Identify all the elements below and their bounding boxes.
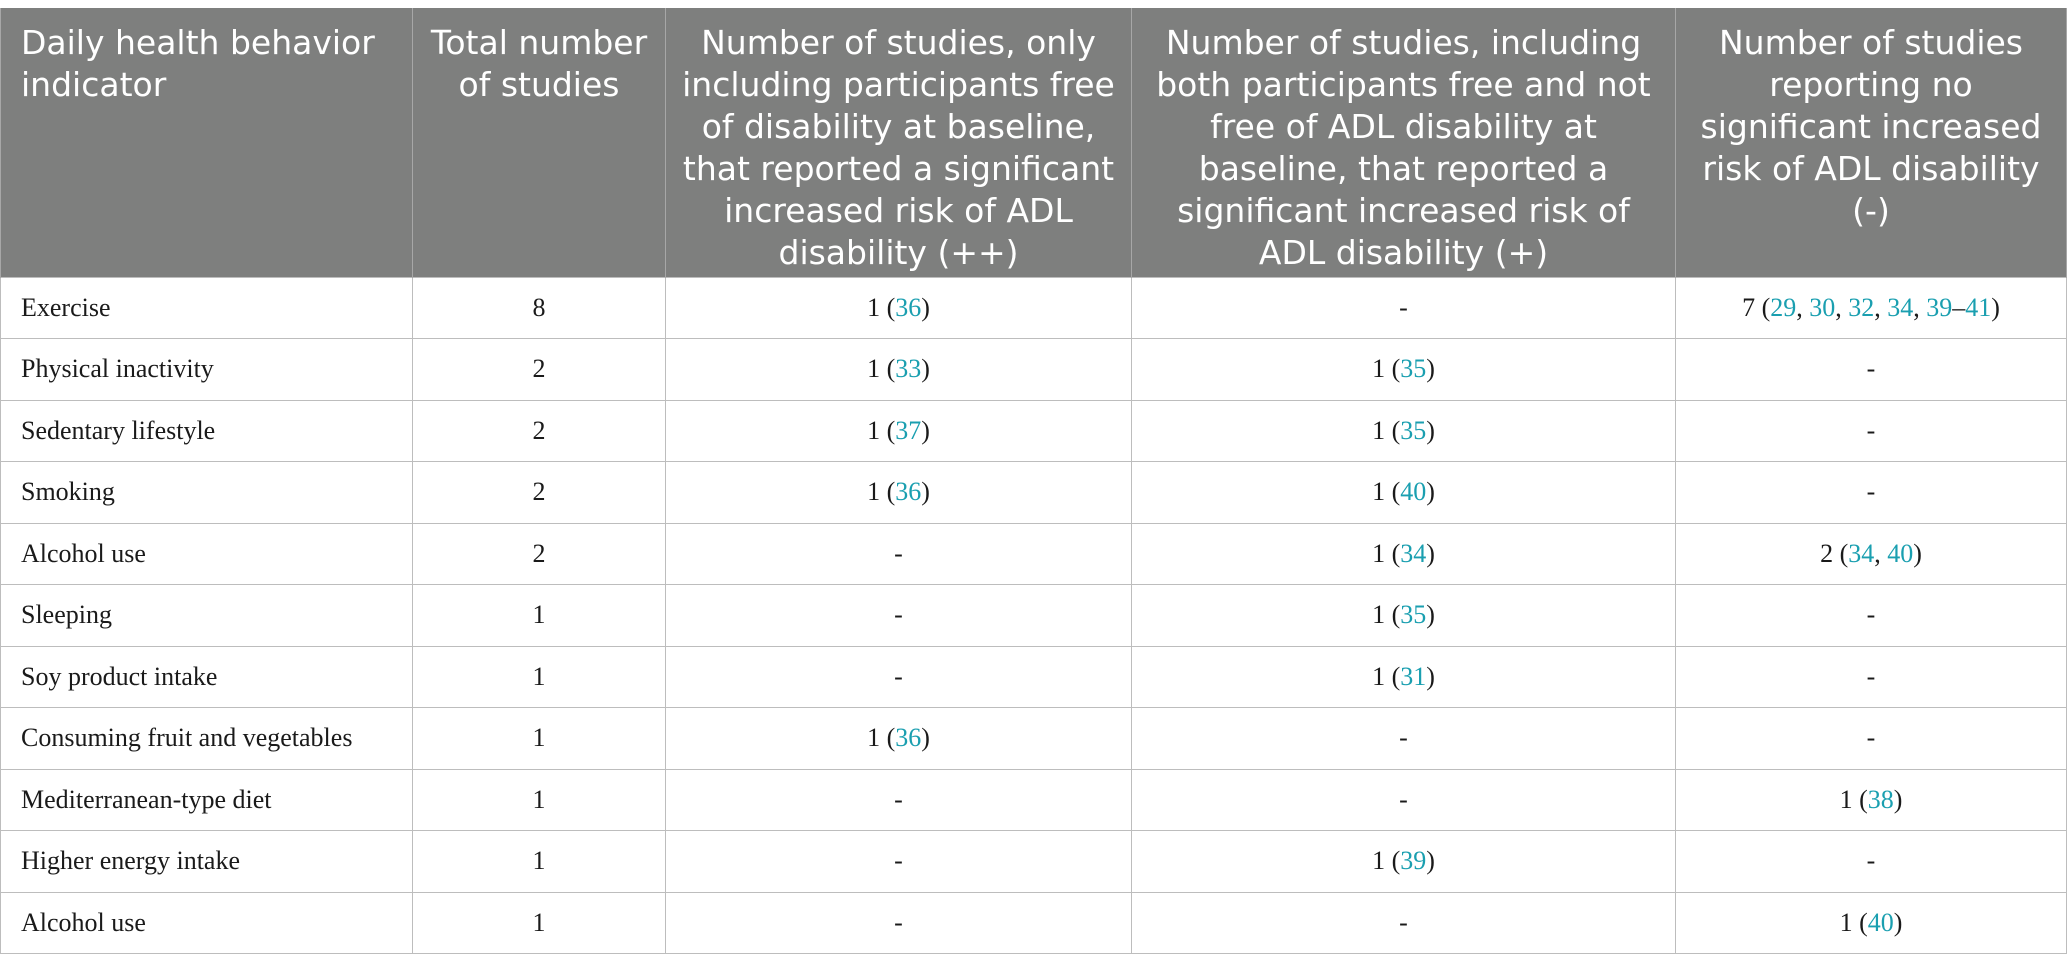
cell-text: - [1866, 477, 1876, 507]
no-significant-risk-cell [1676, 462, 2067, 524]
header-both-participants: Number of studies, including both participants free and not free of ADL disability at baseline, that reported a significant increased risk of ADL disability (+) [1132, 8, 1676, 277]
cell-text: ) [1426, 415, 1435, 445]
cell-text: - [1866, 415, 1876, 445]
both-participants-cell [1132, 769, 1676, 831]
cell-text: - [1399, 907, 1408, 937]
both-participants-cell [1132, 277, 1676, 339]
header-free-of-disability: Number of studies, only including participants free of disability at baseline, that reported a significant increased risk of ADL disability (++) [666, 8, 1132, 277]
header-indicator: Daily health behavior indicator [1, 8, 413, 277]
cell-text: – [1952, 292, 1966, 322]
cell-text: ) [1426, 354, 1435, 384]
total-studies-cell: 1 [413, 831, 666, 893]
total-studies-cell: 1 [413, 585, 666, 647]
both-participants-cell [1132, 462, 1676, 524]
reference-link[interactable]: 34 [1400, 538, 1427, 568]
reference-link[interactable]: 36 [895, 477, 922, 507]
no-significant-risk-cell [1676, 646, 2067, 708]
table-row [1, 708, 2067, 770]
reference-link[interactable]: 38 [1867, 784, 1894, 814]
cell-text: 1 ( [1839, 907, 1868, 937]
cell-text: - [1866, 354, 1876, 384]
reference-link[interactable]: 34 [1887, 292, 1914, 322]
total-studies-cell: 1 [413, 769, 666, 831]
cell-text: - [1866, 600, 1876, 630]
reference-link[interactable]: 39 [1926, 292, 1953, 322]
total-studies-cell: 2 [413, 462, 666, 524]
total-studies-cell: 2 [413, 339, 666, 401]
indicator-cell: Higher energy intake [1, 831, 413, 893]
reference-link[interactable]: 40 [1867, 907, 1894, 937]
free-of-disability-cell [666, 523, 1132, 585]
cell-text: 1 ( [867, 477, 896, 507]
no-significant-risk-cell [1676, 769, 2067, 831]
free-of-disability-cell [666, 339, 1132, 401]
both-participants-cell [1132, 523, 1676, 585]
reference-link[interactable]: 39 [1400, 846, 1427, 876]
cell-text: ) [921, 723, 930, 753]
cell-text: - [1866, 661, 1876, 691]
cell-text: - [894, 907, 903, 937]
both-participants-cell [1132, 585, 1676, 647]
cell-text: ) [921, 415, 930, 445]
table-header [1, 8, 2067, 277]
reference-link[interactable]: 40 [1400, 477, 1427, 507]
total-studies-cell: 8 [413, 277, 666, 339]
table-row [1, 892, 2067, 954]
cell-text: - [1866, 846, 1876, 876]
indicator-cell: Consuming fruit and vegetables [1, 708, 413, 770]
both-participants-cell [1132, 646, 1676, 708]
indicator-cell: Physical inactivity [1, 339, 413, 401]
header-row [1, 8, 2067, 277]
reference-link[interactable]: 31 [1400, 661, 1427, 691]
cell-text: ) [1913, 538, 1922, 568]
table-row [1, 523, 2067, 585]
cell-text: ) [1426, 661, 1435, 691]
reference-link[interactable]: 35 [1400, 415, 1427, 445]
table-body [1, 277, 2067, 954]
cell-text: ) [1426, 846, 1435, 876]
header-no-significant-risk: Number of studies reporting no significant increased risk of ADL disability (-) [1676, 8, 2067, 277]
cell-text: ) [1893, 907, 1903, 937]
header-total-studies: Total number of studies [413, 8, 666, 277]
indicator-cell: Alcohol use [1, 523, 413, 585]
cell-text: ) [1893, 784, 1903, 814]
free-of-disability-cell [666, 646, 1132, 708]
reference-link[interactable]: 37 [895, 415, 922, 445]
free-of-disability-cell [666, 277, 1132, 339]
both-participants-cell [1132, 831, 1676, 893]
indicator-cell: Mediterranean-type diet [1, 769, 413, 831]
both-participants-cell [1132, 339, 1676, 401]
table-row [1, 462, 2067, 524]
cell-text: - [894, 846, 903, 876]
indicator-cell: Sleeping [1, 585, 413, 647]
both-participants-cell [1132, 892, 1676, 954]
cell-text: ) [1991, 292, 2000, 322]
indicator-cell: Soy product intake [1, 646, 413, 708]
free-of-disability-cell [666, 585, 1132, 647]
cell-text: 7 ( [1742, 292, 1771, 322]
cell-text: 1 ( [1839, 784, 1868, 814]
table-row [1, 585, 2067, 647]
table-row [1, 769, 2067, 831]
total-studies-cell: 2 [413, 523, 666, 585]
table-row [1, 831, 2067, 893]
no-significant-risk-cell [1676, 339, 2067, 401]
cell-text: ) [921, 477, 930, 507]
cell-text: , [1874, 292, 1888, 322]
reference-link[interactable]: 35 [1400, 600, 1427, 630]
no-significant-risk-cell [1676, 708, 2067, 770]
reference-link[interactable]: 35 [1400, 354, 1427, 384]
cell-text: , [1913, 292, 1927, 322]
no-significant-risk-cell [1676, 892, 2067, 954]
reference-link[interactable]: 33 [895, 354, 922, 384]
cell-text: 1 ( [867, 354, 896, 384]
health-behavior-table [0, 8, 2067, 954]
indicator-cell: Sedentary lifestyle [1, 400, 413, 462]
cell-text: 1 ( [1372, 846, 1401, 876]
reference-link[interactable]: 36 [895, 723, 922, 753]
no-significant-risk-cell [1676, 831, 2067, 893]
reference-link[interactable]: 30 [1809, 292, 1836, 322]
total-studies-cell: 2 [413, 400, 666, 462]
no-significant-risk-cell [1676, 585, 2067, 647]
free-of-disability-cell [666, 769, 1132, 831]
free-of-disability-cell [666, 892, 1132, 954]
cell-text: 1 ( [1372, 600, 1401, 630]
cell-text: 2 ( [1820, 538, 1849, 568]
free-of-disability-cell [666, 400, 1132, 462]
cell-text: - [894, 661, 903, 691]
cell-text: - [894, 600, 903, 630]
cell-text: 1 ( [1372, 661, 1401, 691]
reference-link[interactable]: 34 [1848, 538, 1875, 568]
table-row [1, 646, 2067, 708]
reference-link[interactable]: 29 [1770, 292, 1797, 322]
cell-text: 1 ( [1372, 415, 1401, 445]
reference-link[interactable]: 41 [1965, 292, 1992, 322]
free-of-disability-cell [666, 708, 1132, 770]
free-of-disability-cell [666, 462, 1132, 524]
cell-text: , [1796, 292, 1810, 322]
cell-text: ) [921, 292, 930, 322]
cell-text: - [1399, 292, 1408, 322]
cell-text: 1 ( [867, 292, 896, 322]
reference-link[interactable]: 36 [895, 292, 922, 322]
no-significant-risk-cell [1676, 277, 2067, 339]
no-significant-risk-cell [1676, 523, 2067, 585]
cell-text: 1 ( [1372, 354, 1401, 384]
table-row [1, 400, 2067, 462]
table-row [1, 339, 2067, 401]
cell-text: 1 ( [1372, 538, 1401, 568]
indicator-cell: Exercise [1, 277, 413, 339]
free-of-disability-cell [666, 831, 1132, 893]
table-row [1, 277, 2067, 339]
cell-text: 1 ( [1372, 477, 1401, 507]
cell-text: - [1399, 723, 1408, 753]
total-studies-cell: 1 [413, 892, 666, 954]
cell-text: - [894, 784, 903, 814]
cell-text: ) [921, 354, 930, 384]
indicator-cell: Alcohol use [1, 892, 413, 954]
cell-text: ) [1426, 477, 1435, 507]
total-studies-cell: 1 [413, 708, 666, 770]
total-studies-cell: 1 [413, 646, 666, 708]
reference-link[interactable]: 40 [1887, 538, 1914, 568]
cell-text: , [1835, 292, 1849, 322]
cell-text: - [1866, 723, 1876, 753]
cell-text: 1 ( [867, 415, 896, 445]
reference-link[interactable]: 32 [1848, 292, 1875, 322]
cell-text: , [1874, 538, 1888, 568]
cell-text: - [1399, 784, 1408, 814]
cell-text: - [894, 538, 903, 568]
no-significant-risk-cell [1676, 400, 2067, 462]
indicator-cell: Smoking [1, 462, 413, 524]
both-participants-cell [1132, 708, 1676, 770]
cell-text: ) [1426, 600, 1435, 630]
cell-text: 1 ( [867, 723, 896, 753]
cell-text: ) [1426, 538, 1435, 568]
both-participants-cell [1132, 400, 1676, 462]
